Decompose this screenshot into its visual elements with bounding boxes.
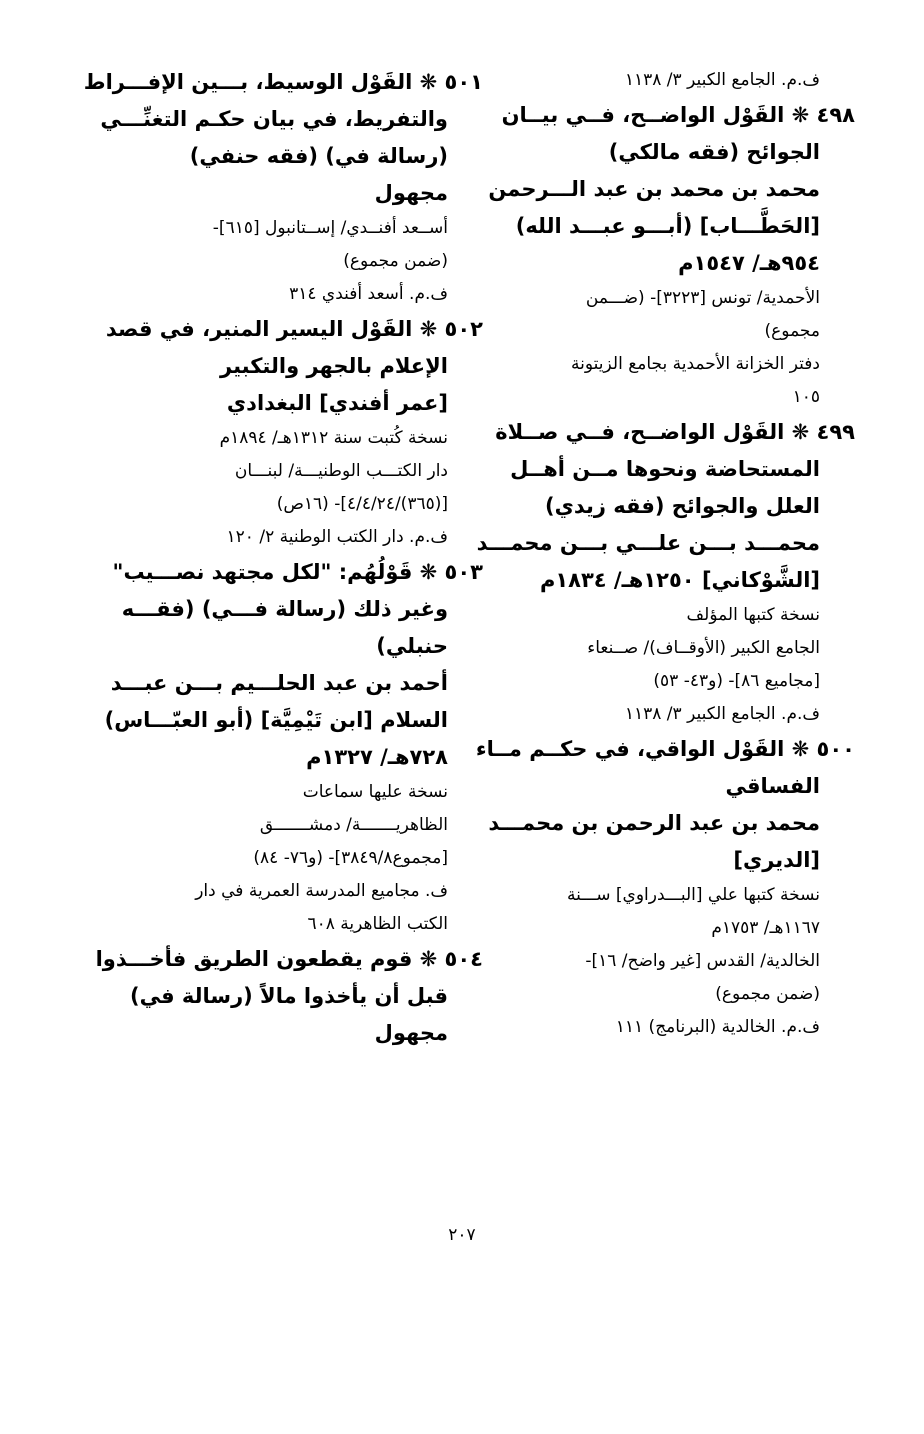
- text-line: محمد بن عبد الرحمن بن محمـــد: [488, 811, 820, 835]
- text-line: [مجموع٣٨٤٩/٨]- (و٧٦- ٨٤): [253, 848, 448, 868]
- text-line: محمـــد بـــن علـــي بـــن محمـــد: [476, 531, 820, 555]
- entry-heading-line: ٥٠٢ ❋ القَوْل اليسير المنير، في قصد: [105, 317, 483, 341]
- text-line: وغير ذلك (رسالة فـــي) (فقـــه: [121, 597, 448, 621]
- text-line: أحمد بن عبد الحلـــيم بـــن عبـــد: [110, 671, 448, 695]
- text-line: (ضمن مجموع): [343, 251, 448, 271]
- text-line: ف. مجاميع المدرسة العمرية في دار: [195, 881, 448, 901]
- entry-heading-line: ٥٠٣ ❋ قَوْلُهُم: "لكل مجتهد نصـــيب": [112, 560, 483, 584]
- text-line: الفساقي: [725, 774, 820, 798]
- text-line: نسخة كُتبت سنة ١٣١٢هـ/ ١٨٩٤م: [219, 428, 448, 448]
- entry-heading-line: ٤٩٨ ❋ القَوْل الواضــح، فــي بيــان: [501, 103, 855, 127]
- text-line: ٩٥٤هـ/ ١٥٤٧م: [678, 251, 820, 275]
- text-line: محمد بن محمد بن عبد الـــرحمن: [488, 177, 820, 201]
- page-number: ٢٠٧: [448, 1225, 476, 1245]
- left-column: [83, 64, 483, 1052]
- text-line: ١١٦٧هـ/ ١٧٥٣م: [711, 918, 820, 938]
- text-line: أســعد أفنــدي/ إســتانبول [٦١٥]-: [212, 218, 448, 238]
- text-line: ف.م. الخالدية (البرنامج) ١١١: [615, 1017, 820, 1037]
- entry-heading-line: ٥٠٤ ❋ قوم يقطعون الطريق فأخـــذوا: [95, 947, 483, 971]
- text-line: (ضمن مجموع): [715, 984, 820, 1004]
- entry-heading-line: ٥٠٠ ❋ القَوْل الواقي، في حكــم مــاء: [475, 737, 855, 761]
- text-line: نسخة كتبها المؤلف: [686, 605, 820, 625]
- text-line: ١٠٥: [792, 387, 820, 407]
- text-line: دفتر الخزانة الأحمدية بجامع الزيتونة: [571, 354, 820, 374]
- text-line: ف.م. دار الكتب الوطنية ٢/ ١٢٠: [226, 527, 448, 547]
- text-line: [الديري]: [733, 848, 820, 872]
- text-line: والتفريط، في بيان حكـم التغنِّـــي: [100, 107, 448, 131]
- text-line: نسخة كتبها علي [البـــدراوي] ســـنة: [567, 885, 820, 905]
- text-line: العلل والجوائح (فقه زيدي): [545, 494, 820, 518]
- text-line: [عمر أفندي] البغدادي: [226, 391, 448, 415]
- text-line: ٧٢٨هـ/ ١٣٢٧م: [306, 745, 448, 769]
- text-line: الإعلام بالجهر والتكبير: [220, 354, 448, 378]
- text-line: [الشَّوْكاني] ١٢٥٠هـ/ ١٨٣٤م: [539, 568, 820, 592]
- entry-heading-line: ٤٩٩ ❋ القَوْل الواضــح، فــي صــلاة: [495, 420, 855, 444]
- text-line: الظاهريـــــــة/ دمشـــــــق: [259, 815, 448, 835]
- text-line: مجهول: [374, 181, 448, 205]
- text-line: مجهول: [374, 1021, 448, 1045]
- text-line: نسخة عليها سماعات: [302, 782, 448, 802]
- text-line: الجوائح (فقه مالكي): [608, 140, 820, 164]
- text-line: المستحاضة ونحوها مــن أهــل: [510, 457, 820, 481]
- text-line: حنبلي): [376, 634, 448, 658]
- text-line: [(٣٦٥)/٤/٤/٢٤]- (١٦ص): [276, 494, 448, 514]
- text-line: الكتب الظاهرية ٦٠٨: [307, 914, 448, 934]
- text-line: السلام [ابن تَيْمِيَّة] (أبو العبّـــاس): [104, 708, 448, 732]
- text-line: الأحمدية/ تونس [٣٢٢٣]- (ضـــمن: [585, 288, 820, 308]
- text-line: [الحَطَّـــاب] (أبـــو عبـــد الله): [515, 214, 820, 238]
- text-line: دار الكتـــب الوطنيـــة/ لبنـــان: [234, 461, 448, 481]
- text-line: (رسالة في) (فقه حنفي): [189, 144, 448, 168]
- text-line: مجموع): [764, 321, 820, 341]
- right-column: [475, 64, 855, 1044]
- text-line: ف.م. الجامع الكبير ٣/ ١١٣٨: [624, 704, 820, 724]
- text-line: ف.م. الجامع الكبير ٣/ ١١٣٨: [624, 70, 820, 90]
- text-line: الجامع الكبير (الأوقــاف)/ صــنعاء: [587, 638, 820, 658]
- text-line: ف.م. أسعد أفندي ٣١٤: [289, 284, 448, 304]
- text-line: الخالدية/ القدس [غير واضح/ ١٦]-: [585, 951, 820, 971]
- entry-heading-line: ٥٠١ ❋ القَوْل الوسيط، بـــين الإفـــراط: [83, 70, 483, 94]
- text-line: قبل أن يأخذوا مالاً (رسالة في): [130, 984, 448, 1008]
- text-line: [مجاميع ٨٦]- (و٤٣- ٥٣): [653, 671, 820, 691]
